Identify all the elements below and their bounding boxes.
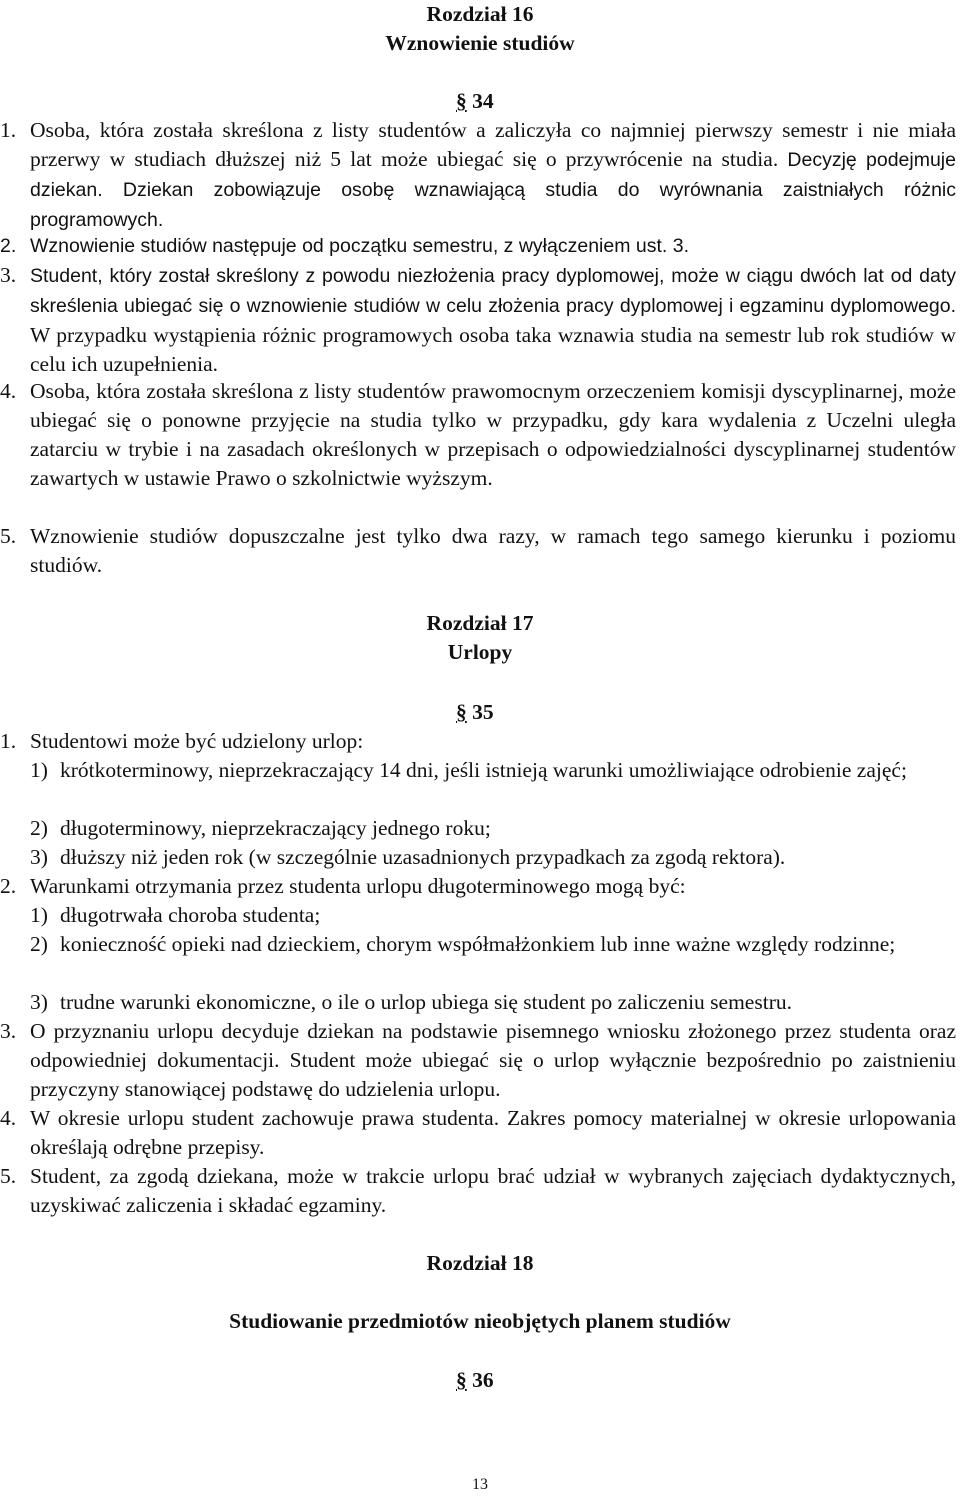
paragraph-text: W okresie urlopu student zachowuje prawa studenta. Zakres pomocy materialnej w okresie urlopowania określają odrębne przepisy. xyxy=(30,1106,956,1159)
paragraph-number: 3. xyxy=(0,1019,17,1043)
ch17-paragraph-5 xyxy=(0,1162,956,1220)
paragraph-text: O przyznaniu urlopu decyduje dziekan na podstawie pisemnego wniosku złożonego przez studenta oraz odpowiedniej dokumentacji. Student może ubiegać się o urlop wyłącznie bezpośrednio po zaistnieniu przyczyny stanowiącej podstawę do udzielenia urlopu. xyxy=(30,1019,956,1101)
paragraph-number: 1. xyxy=(0,729,17,753)
paragraph-number: 5. xyxy=(0,1164,17,1188)
paragraph-text: Osoba, która została skreślona z listy studentów a zaliczyła co najmniej pierwszy semestr i nie miała przerwy w studiach dłuższej niż 5 lat może ubiegać się o przywrócenie na studia. xyxy=(30,118,956,171)
item-number: 3) xyxy=(30,845,48,869)
section-35-heading xyxy=(456,698,494,727)
chapter-18-title: Rozdział 18 xyxy=(426,1251,534,1275)
paragraph-text: Warunkami otrzymania przez studenta urlopu długoterminowego mogą być: xyxy=(30,874,686,898)
item-text: długotrwała choroba studenta; xyxy=(60,903,321,927)
paragraph-number: 2. xyxy=(0,235,17,257)
page-number: 13 xyxy=(472,1476,488,1493)
paragraph-text-sans: Student, który został skreślony z powodu niezłożenia pracy dyplomowej, może w ciągu dwóch lat od daty skreślenia ubiegać się o wznowienie studiów w celu złożenia pracy dyplomowej i egzaminu dyplomowego. xyxy=(30,265,956,317)
section-number: 35 xyxy=(472,700,494,724)
section-symbol: § xyxy=(456,700,467,724)
ch16-paragraph-2 xyxy=(0,232,956,261)
item-number: 1) xyxy=(30,758,48,782)
list-item xyxy=(30,930,956,959)
paragraph-text: Osoba, która została skreślona z listy studentów prawomocnym orzeczeniem komisji dyscyplinarnej, może ubiegać się o ponowne przyjęcie na studia tylko w przypadku, gdy kara wydalenia z Uczelni uległa zatarciu w trybie i na zasadach określonych w przepisach o odpowiedzialności dyscyplinarnej studentów zawartych w ustawie Prawo o szkolnictwie wyższym. xyxy=(30,379,956,490)
item-number: 3) xyxy=(30,990,48,1014)
item-text: trudne warunki ekonomiczne, o ile o urlop ubiega się student po zaliczeniu semestru. xyxy=(60,990,792,1014)
ch16-paragraph-3 xyxy=(0,261,956,379)
paragraph-text: Student, za zgodą dziekana, może w trakcie urlopu brać udział w wybranych zajęciach dydaktycznych, uzyskiwać zaliczenia i składać egzaminy. xyxy=(30,1164,956,1217)
paragraph-number: 3. xyxy=(0,263,17,287)
section-symbol: § xyxy=(456,1368,467,1392)
item-number: 2) xyxy=(30,932,48,956)
paragraph-text: W przypadku wystąpienia różnic programowych osoba taka wznawia studia na semestr lub rok studiów w celu ich uzupełnienia. xyxy=(30,323,956,376)
paragraph-number: 2. xyxy=(0,874,17,898)
section-36-heading xyxy=(456,1366,494,1395)
item-text: długoterminowy, nieprzekraczający jednego roku; xyxy=(60,816,491,840)
item-number: 1) xyxy=(30,903,48,927)
ch16-paragraph-5 xyxy=(0,522,956,580)
ch17-paragraph-2 xyxy=(0,872,956,901)
chapter-18-subtitle: Studiowanie przedmiotów nieobjętych planem studiów xyxy=(229,1309,731,1333)
section-number: 36 xyxy=(472,1368,494,1392)
paragraph-number: 4. xyxy=(0,379,17,403)
chapter-17-title: Rozdział 17 xyxy=(426,611,534,635)
paragraph-number: 5. xyxy=(0,524,17,548)
list-item xyxy=(30,843,956,872)
paragraph-text: Wznowienie studiów dopuszczalne jest tylko dwa razy, w ramach tego samego kierunku i poziomu studiów. xyxy=(30,524,956,577)
paragraph-text: Studentowi może być udzielony urlop: xyxy=(30,729,364,753)
paragraph-text-sans: Decyzję podejmuje dziekan. Dziekan zobowiązuje osobę wznawiającą studia do wyrównania zaistniałych różnic programowych. xyxy=(30,149,956,231)
list-item xyxy=(30,988,956,1017)
item-text: dłuższy niż jeden rok (w szczególnie uzasadnionych przypadkach za zgodą rektora). xyxy=(60,845,786,869)
list-item xyxy=(30,756,956,785)
ch17-paragraph-1 xyxy=(0,727,956,756)
ch16-paragraph-4 xyxy=(0,377,956,493)
ch17-paragraph-3 xyxy=(0,1017,956,1104)
ch17-paragraph-4 xyxy=(0,1104,956,1162)
section-symbol: § xyxy=(456,89,467,113)
section-34-heading xyxy=(456,87,494,116)
item-text: konieczność opieki nad dzieckiem, chorym współmałżonkiem lub inne ważne względy rodzinne; xyxy=(60,932,896,956)
item-text: krótkoterminowy, nieprzekraczający 14 dni, jeśli istnieją warunki umożliwiające odrobienie zajęć; xyxy=(60,758,907,782)
list-item xyxy=(30,901,956,930)
paragraph-number: 4. xyxy=(0,1106,17,1130)
list-item xyxy=(30,814,956,843)
chapter-16-subtitle: Wznowienie studiów xyxy=(385,31,575,55)
chapter-16-title: Rozdział 16 xyxy=(426,2,534,26)
paragraph-text: Wznowienie studiów następuje od początku semestru, z wyłączeniem ust. 3. xyxy=(30,235,689,257)
item-number: 2) xyxy=(30,816,48,840)
chapter-17-subtitle: Urlopy xyxy=(447,640,513,664)
section-number: 34 xyxy=(472,89,494,113)
ch16-paragraph-1 xyxy=(0,116,956,235)
paragraph-number: 1. xyxy=(0,118,17,142)
